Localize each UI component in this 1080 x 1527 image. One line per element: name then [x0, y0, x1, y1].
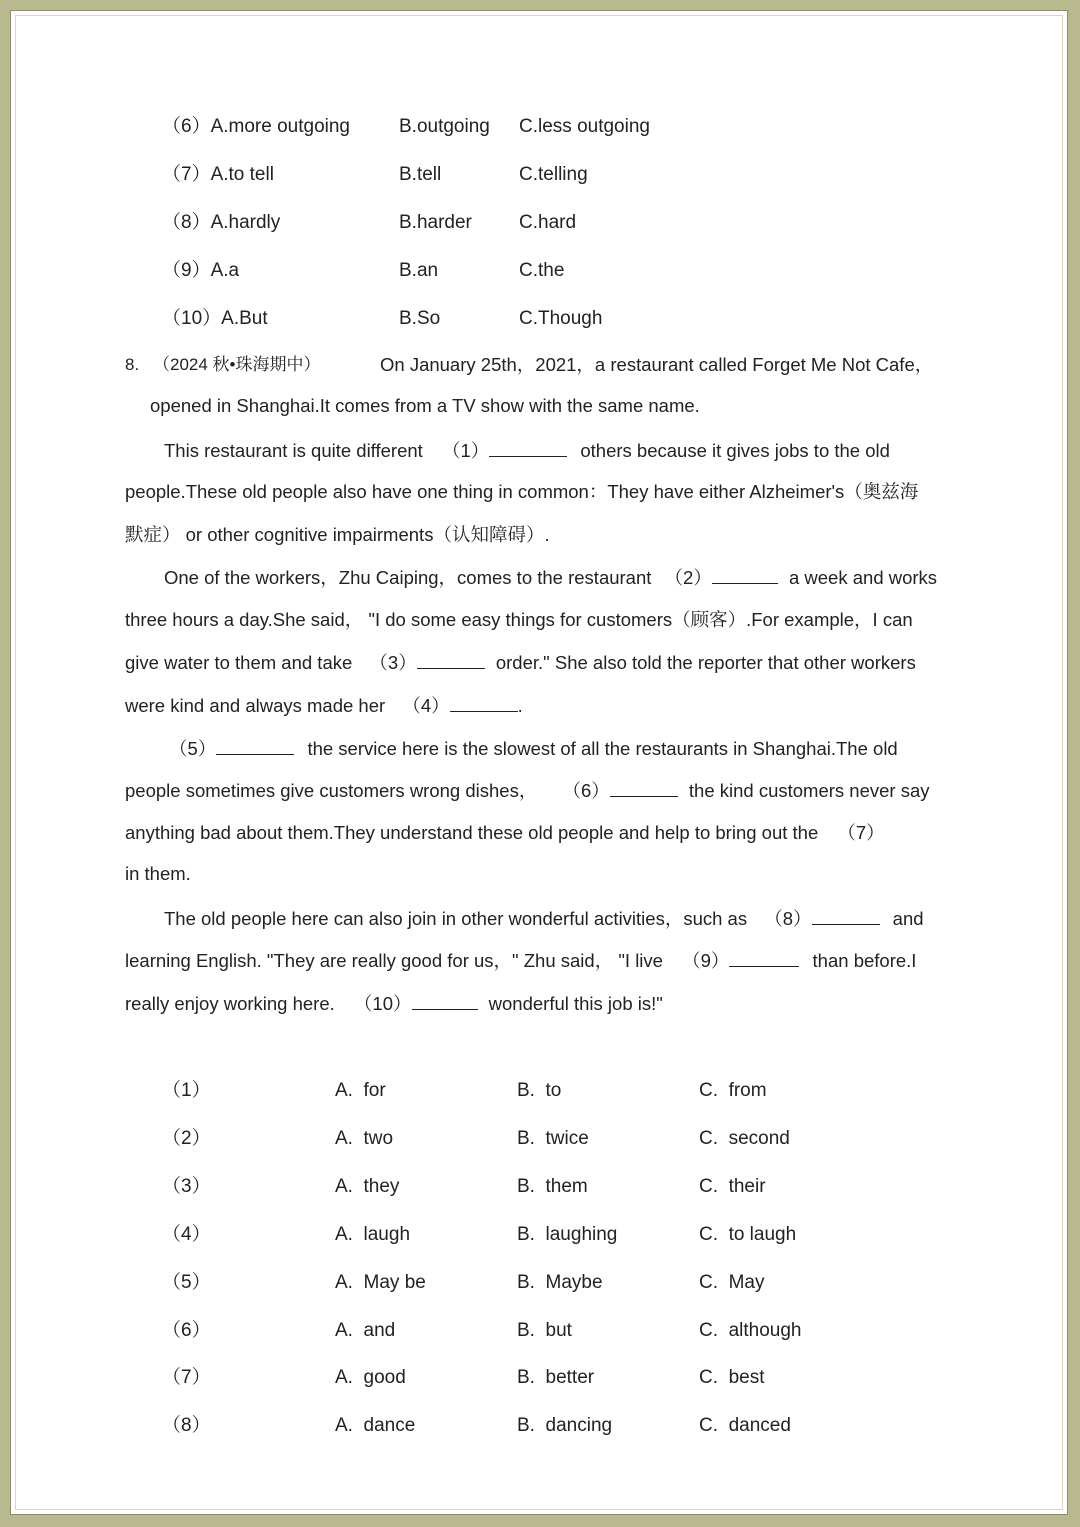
option-a[interactable]	[335, 1271, 426, 1295]
option-letter: B.	[517, 1367, 535, 1388]
blank-9[interactable]	[729, 948, 799, 967]
blank-8[interactable]	[812, 906, 880, 925]
option-c[interactable]	[699, 1175, 766, 1199]
option-letter: A.	[335, 1320, 353, 1341]
blank-number-6: （6）	[562, 780, 610, 801]
option-letter: A.	[335, 1080, 353, 1101]
text-span: The old people here can also join in other wonderful activities，such as	[164, 908, 748, 929]
option-text: May be	[363, 1272, 426, 1293]
option-b: B.So	[399, 308, 441, 329]
option-number: （8）	[162, 1415, 211, 1436]
option-letter: C.	[699, 1415, 718, 1436]
blank-number-2: （2）	[664, 567, 712, 588]
option-c[interactable]	[699, 1127, 790, 1151]
option-text: from	[728, 1080, 767, 1101]
option-a: A.hardly	[210, 212, 281, 233]
text-span: order." She also told the reporter that other workers	[495, 652, 916, 673]
option-letter: A.	[335, 1224, 353, 1245]
option-letter: C.	[699, 1320, 718, 1341]
option-text: for	[363, 1080, 386, 1101]
option-letter: B.	[517, 1272, 535, 1293]
option-text: they	[363, 1176, 400, 1197]
option-letter: A.	[335, 1367, 353, 1388]
option-number: （1）	[162, 1080, 211, 1101]
top-option-row	[162, 115, 350, 139]
option-letter: C.	[699, 1080, 718, 1101]
option-text: laugh	[363, 1224, 411, 1245]
paragraph-1-line-3: 默症） or other cognitive impairments（认知障碍）.	[125, 524, 550, 545]
option-number: （7）	[162, 1367, 211, 1388]
option-text: and	[363, 1320, 396, 1341]
paragraph-1-line-1	[164, 438, 890, 463]
blank-5[interactable]	[216, 736, 294, 755]
option-text: Maybe	[545, 1272, 603, 1293]
option-text: second	[728, 1128, 790, 1149]
option-a: A.to tell	[210, 164, 274, 185]
blank-number-5: （5）	[169, 738, 217, 759]
option-b[interactable]	[517, 1414, 612, 1438]
paragraph-3-line-3	[125, 821, 885, 845]
paragraph-3-line-1	[169, 736, 898, 761]
text-span: people sometimes give customers wrong dishes，	[125, 780, 538, 801]
question-number: 8.	[125, 355, 140, 374]
option-text: dancing	[545, 1415, 613, 1436]
option-text: danced	[728, 1415, 791, 1436]
option-number: （5）	[162, 1272, 211, 1293]
option-c[interactable]	[699, 1414, 791, 1438]
text-span: One of the workers，Zhu Caiping，comes to the restaurant	[164, 567, 652, 588]
option-letter: A.	[335, 1415, 353, 1436]
option-b: B.harder	[399, 212, 472, 233]
blank-number-1: （1）	[441, 440, 490, 461]
blank-number-10: （10）	[353, 993, 412, 1014]
blank-number-9: （9）	[682, 950, 730, 971]
option-c[interactable]	[699, 1079, 767, 1103]
text-span: wonderful this job is!"	[488, 993, 663, 1014]
option-number: （4）	[162, 1224, 211, 1245]
question-source: （2024 秋•珠海期中）	[153, 355, 321, 374]
option-c[interactable]	[699, 1223, 796, 1247]
option-c: C.Though	[519, 308, 603, 329]
option-c: C.less outgoing	[519, 116, 650, 137]
option-a: A.a	[210, 260, 240, 281]
option-letter: B.	[517, 1080, 535, 1101]
intro-line-1: On January 25th，2021，a restaurant called Forget Me Not Cafe，	[380, 354, 934, 375]
top-option-row	[162, 211, 280, 235]
text-span: and	[892, 908, 924, 929]
paragraph-4-line-1	[164, 906, 924, 931]
option-letter: C.	[699, 1224, 718, 1245]
option-text: best	[728, 1367, 765, 1388]
blank-2[interactable]	[712, 565, 778, 584]
option-number: （10）	[162, 308, 222, 329]
option-text: them	[545, 1176, 588, 1197]
option-text: to	[545, 1080, 562, 1101]
option-c[interactable]	[699, 1366, 764, 1390]
option-a[interactable]	[335, 1366, 406, 1390]
blank-number-3: （3）	[369, 652, 417, 673]
blank-number-8: （8）	[764, 908, 812, 929]
option-c: C.telling	[519, 164, 588, 185]
option-letter: C.	[699, 1367, 718, 1388]
top-option-row	[162, 163, 274, 187]
option-c: C.hard	[519, 212, 577, 233]
option-a[interactable]	[335, 1414, 415, 1438]
option-text: their	[728, 1176, 766, 1197]
option-a[interactable]	[335, 1079, 386, 1103]
blank-1[interactable]	[489, 438, 567, 457]
text-span: others because it gives jobs to the old	[580, 440, 890, 461]
option-letter: B.	[517, 1224, 535, 1245]
option-text: May	[728, 1272, 765, 1293]
paragraph-2-line-4	[125, 693, 523, 718]
option-text: to laugh	[728, 1224, 797, 1245]
option-text: two	[363, 1128, 394, 1149]
paragraph-4-line-3	[125, 991, 663, 1016]
option-text: laughing	[545, 1224, 618, 1245]
text-span: the kind customers never say	[688, 780, 930, 801]
blank-3[interactable]	[417, 650, 485, 669]
text-span: were kind and always made her	[125, 695, 386, 716]
option-a: A.But	[221, 308, 268, 329]
page-frame	[10, 10, 1068, 1515]
option-b[interactable]	[517, 1319, 572, 1343]
option-text: good	[363, 1367, 406, 1388]
option-letter: B.	[517, 1176, 535, 1197]
option-text: better	[545, 1367, 595, 1388]
text-span: than before.I	[812, 950, 917, 971]
text-span: .	[517, 695, 523, 716]
text-span: give water to them and take	[125, 652, 353, 673]
option-number: （2）	[162, 1128, 211, 1149]
blank-6[interactable]	[610, 778, 678, 797]
option-a[interactable]	[335, 1319, 395, 1343]
option-c: C.the	[519, 260, 565, 281]
paragraph-2-line-1	[164, 565, 937, 590]
blank-number-4: （4）	[402, 695, 450, 716]
option-number: （8）	[162, 212, 211, 233]
option-c[interactable]	[699, 1319, 801, 1343]
blank-10[interactable]	[412, 991, 478, 1010]
option-a: A.more outgoing	[210, 116, 350, 137]
option-number: （9）	[162, 260, 211, 281]
option-b: B.outgoing	[399, 116, 490, 137]
option-text: although	[728, 1320, 802, 1341]
option-b[interactable]	[517, 1223, 617, 1247]
option-b[interactable]	[517, 1127, 589, 1151]
option-c[interactable]	[699, 1271, 764, 1295]
page-content	[11, 11, 1069, 1516]
intro-line-2: opened in Shanghai.It comes from a TV show with the same name.	[150, 395, 700, 416]
text-span: the service here is the slowest of all the restaurants in Shanghai.The old	[307, 738, 898, 759]
option-a[interactable]	[335, 1175, 399, 1199]
option-letter: B.	[517, 1320, 535, 1341]
option-text: but	[545, 1320, 572, 1341]
text-span: This restaurant is quite different	[164, 440, 423, 461]
option-a[interactable]	[335, 1127, 393, 1151]
option-letter: B.	[517, 1128, 535, 1149]
paragraph-3-line-2	[125, 778, 930, 803]
option-b: B.an	[399, 260, 439, 281]
option-b[interactable]	[517, 1271, 603, 1295]
option-letter: A.	[335, 1176, 353, 1197]
option-letter: C.	[699, 1176, 718, 1197]
paragraph-3-line-4: in them.	[125, 863, 191, 884]
option-b[interactable]	[517, 1366, 594, 1390]
text-span: really enjoy working here.	[125, 993, 335, 1014]
option-b[interactable]	[517, 1175, 588, 1199]
paragraph-4-line-2	[125, 948, 916, 973]
option-letter: A.	[335, 1272, 353, 1293]
option-letter: C.	[699, 1128, 718, 1149]
text-span: learning English. "They are really good for us，" Zhu said， "I live	[125, 950, 663, 971]
option-number: （6）	[162, 1320, 211, 1341]
option-number: （6）	[162, 116, 211, 137]
option-number: （3）	[162, 1176, 211, 1197]
paragraph-1-line-2: people.These old people also have one thing in common：They have either Alzheimer's（奥兹海	[125, 481, 919, 502]
top-option-row	[162, 259, 239, 283]
text-span: a week and works	[788, 567, 938, 588]
option-number: （7）	[162, 164, 211, 185]
option-b[interactable]	[517, 1079, 561, 1103]
option-letter: A.	[335, 1128, 353, 1149]
option-a[interactable]	[335, 1223, 410, 1247]
blank-number-7: （7）	[837, 822, 885, 843]
option-b: B.tell	[399, 164, 442, 185]
paragraph-2-line-3	[125, 650, 916, 675]
text-span: anything bad about them.They understand these old people and help to bring out the	[125, 822, 819, 843]
option-letter: B.	[517, 1415, 535, 1436]
top-option-row	[162, 307, 268, 331]
option-text: twice	[545, 1128, 589, 1149]
option-text: dance	[363, 1415, 416, 1436]
blank-4[interactable]	[450, 693, 518, 712]
option-letter: C.	[699, 1272, 718, 1293]
paragraph-2-line-2: three hours a day.She said， "I do some easy things for customers（顾客）.For example，I can	[125, 609, 913, 630]
